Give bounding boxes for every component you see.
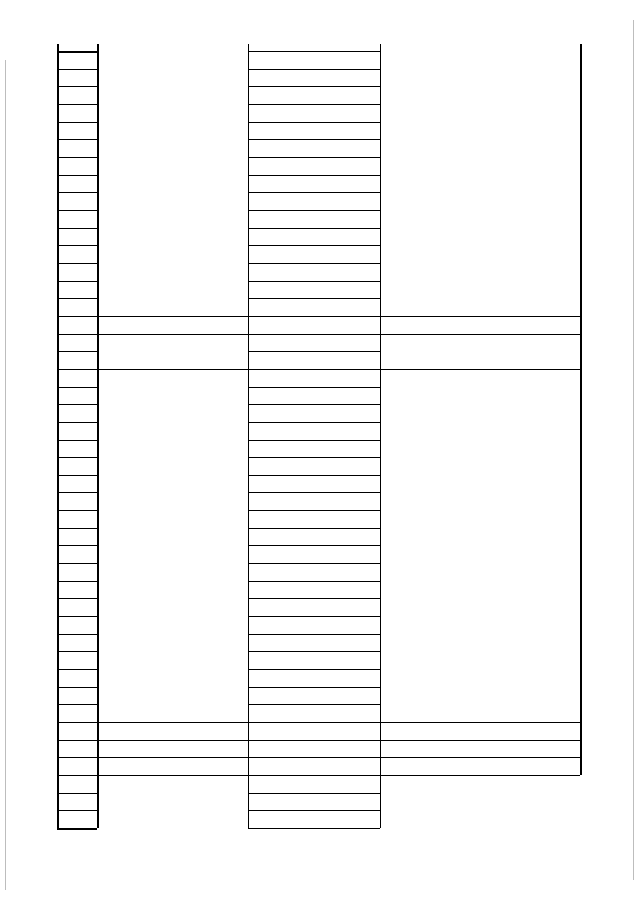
- row-rule: [57, 192, 97, 193]
- row-rule: [57, 757, 97, 758]
- scan-edge-mark: [633, 20, 634, 880]
- row-rule: [57, 492, 97, 493]
- row-rule: [248, 175, 380, 176]
- row-rule: [248, 704, 380, 705]
- row-rule: [248, 492, 380, 493]
- row-rule: [248, 369, 380, 370]
- row-rule: [248, 563, 380, 564]
- row-rule: [248, 104, 380, 105]
- column-rule: [380, 44, 381, 828]
- row-rule: [248, 687, 380, 688]
- row-rule: [57, 422, 97, 423]
- row-rule: [57, 175, 97, 176]
- row-rule: [57, 245, 97, 246]
- row-rule: [380, 757, 580, 758]
- row-rule: [248, 316, 380, 317]
- row-rule: [97, 316, 248, 317]
- row-rule: [248, 351, 380, 352]
- row-rule: [248, 422, 380, 423]
- row-rule: [57, 528, 97, 529]
- row-rule: [57, 316, 97, 317]
- row-rule: [248, 139, 380, 140]
- row-rule: [248, 298, 380, 299]
- row-rule: [248, 828, 380, 829]
- row-rule: [248, 740, 380, 741]
- row-rule: [57, 793, 97, 794]
- row-rule: [97, 775, 248, 776]
- row-rule: [57, 51, 97, 53]
- row-rule: [248, 810, 380, 811]
- row-rule: [57, 581, 97, 582]
- row-rule: [248, 263, 380, 264]
- row-rule: [248, 334, 380, 335]
- row-rule: [57, 687, 97, 688]
- row-rule: [57, 510, 97, 511]
- row-rule: [57, 545, 97, 546]
- scan-edge-mark: [5, 60, 6, 890]
- row-rule: [248, 457, 380, 458]
- row-rule: [248, 228, 380, 229]
- row-rule: [57, 298, 97, 299]
- row-rule: [57, 69, 97, 70]
- row-rule: [97, 757, 248, 758]
- row-rule: [57, 157, 97, 158]
- row-rule: [57, 228, 97, 229]
- row-rule: [57, 263, 97, 264]
- row-rule: [248, 510, 380, 511]
- column-rule: [580, 44, 582, 775]
- column-rule: [248, 44, 249, 828]
- row-rule: [97, 334, 248, 335]
- row-rule: [248, 581, 380, 582]
- row-rule: [57, 651, 97, 652]
- row-rule: [248, 157, 380, 158]
- row-rule: [57, 598, 97, 599]
- row-rule: [248, 793, 380, 794]
- row-rule: [57, 457, 97, 458]
- row-rule: [57, 139, 97, 140]
- row-rule: [57, 210, 97, 211]
- row-rule: [380, 334, 580, 335]
- row-rule: [57, 722, 97, 723]
- row-rule: [57, 104, 97, 105]
- row-rule: [248, 528, 380, 529]
- row-rule: [248, 122, 380, 123]
- row-rule: [248, 757, 380, 758]
- row-rule: [248, 598, 380, 599]
- row-rule: [248, 51, 380, 52]
- row-rule: [57, 828, 97, 830]
- row-rule: [248, 404, 380, 405]
- row-rule: [57, 281, 97, 282]
- row-rule: [248, 634, 380, 635]
- row-rule: [57, 704, 97, 705]
- row-rule: [248, 210, 380, 211]
- row-rule: [248, 651, 380, 652]
- row-rule: [57, 669, 97, 670]
- row-rule: [57, 563, 97, 564]
- row-rule: [248, 69, 380, 70]
- row-rule: [57, 475, 97, 476]
- row-rule: [57, 810, 97, 811]
- row-rule: [97, 740, 248, 741]
- row-rule: [57, 404, 97, 405]
- row-rule: [380, 775, 580, 776]
- row-rule: [248, 722, 380, 723]
- column-rule: [97, 44, 99, 828]
- row-rule: [380, 369, 580, 370]
- row-rule: [97, 722, 248, 723]
- row-rule: [248, 281, 380, 282]
- row-rule: [57, 387, 97, 388]
- row-rule: [248, 440, 380, 441]
- row-rule: [57, 86, 97, 87]
- row-rule: [248, 545, 380, 546]
- row-rule: [248, 669, 380, 670]
- row-rule: [380, 316, 580, 317]
- row-rule: [248, 245, 380, 246]
- row-rule: [57, 616, 97, 617]
- row-rule: [380, 740, 580, 741]
- row-rule: [248, 86, 380, 87]
- row-rule: [248, 192, 380, 193]
- row-rule: [57, 369, 97, 370]
- row-rule: [57, 334, 97, 335]
- row-rule: [57, 775, 97, 776]
- row-rule: [57, 122, 97, 123]
- row-rule: [248, 475, 380, 476]
- row-rule: [57, 634, 97, 635]
- row-rule: [57, 351, 97, 352]
- row-rule: [57, 740, 97, 741]
- column-rule: [57, 44, 59, 828]
- row-rule: [380, 722, 580, 723]
- row-rule: [57, 440, 97, 441]
- row-rule: [248, 616, 380, 617]
- row-rule: [248, 387, 380, 388]
- row-rule: [97, 369, 248, 370]
- row-rule: [248, 775, 380, 776]
